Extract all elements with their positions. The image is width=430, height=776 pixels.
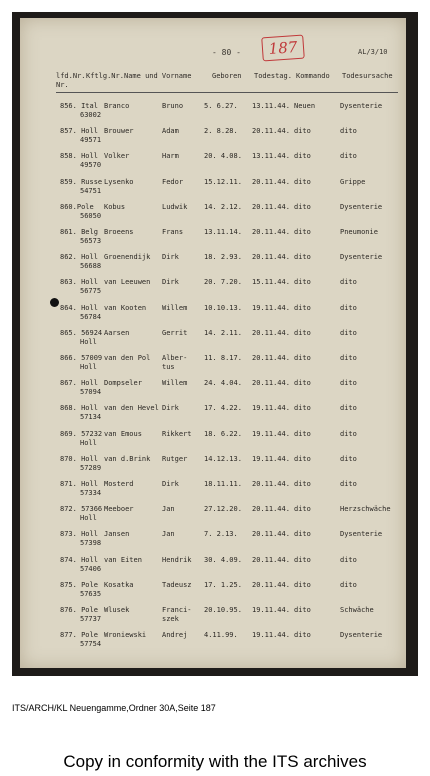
first-name: Willem [162, 379, 188, 388]
first-name: Alber- [162, 354, 188, 362]
cause-of-death: Dysenterie [340, 102, 383, 110]
entry-number: 874. Holl [60, 555, 98, 564]
entry-sub: 56784 [80, 312, 102, 321]
death-date: 15.11.44. [252, 278, 290, 287]
entry-number: 862. Holl [60, 253, 98, 262]
table-row [20, 100, 406, 124]
kommando: dito [294, 278, 311, 287]
table-row [20, 251, 406, 275]
cause-of-death: Dysenterie [340, 253, 383, 262]
birth-date: 7. 2.13. [204, 530, 238, 539]
death-date: 20.11.44. [252, 555, 290, 564]
surname: van d.Brink [104, 454, 151, 463]
death-date: 20.11.44. [252, 580, 290, 589]
cause-of-death: dito [340, 379, 357, 388]
entry-sub: 54751 [80, 186, 102, 195]
birth-date: 14.12.13. [204, 454, 242, 463]
kommando: dito [294, 555, 311, 564]
first-name: Dirk [162, 253, 179, 262]
cause-of-death: dito [340, 152, 357, 161]
surname: van den Pol [104, 354, 151, 362]
surname: Branco [104, 102, 130, 110]
entry-number: 859. Russe [60, 177, 103, 186]
surname: Broeens [104, 228, 134, 236]
first-name: Hendrik [162, 555, 192, 564]
cause-of-death: dito [340, 580, 357, 589]
first-name: Franci- [162, 606, 192, 614]
kommando: dito [294, 328, 311, 337]
death-date: 20.11.44. [252, 480, 290, 488]
header-lfd-nr: lfd.Nr. [56, 72, 86, 80]
surname: Kobus [104, 202, 126, 211]
kommando: dito [294, 480, 311, 488]
entry-sub: 49570 [80, 161, 102, 170]
table-row [20, 176, 406, 200]
first-name: Harm [162, 152, 179, 161]
entry-sub: 57334 [80, 489, 102, 497]
header-kftlg-nr: Kftlg.Nr. [86, 72, 124, 80]
table-row [20, 302, 406, 326]
birth-date: 30. 4.09. [204, 555, 242, 564]
cause-of-death: dito [340, 278, 357, 287]
death-date: 19.11.44. [252, 429, 290, 438]
surname: Kosatka [104, 580, 134, 589]
surname: Wroniewski [104, 631, 147, 640]
kommando: Neuen [294, 102, 316, 110]
entry-number: 863. Holl [60, 278, 98, 287]
birth-date: 13.11.14. [204, 228, 242, 236]
death-date: 20.11.44. [252, 202, 290, 211]
birth-date: 27.12.20. [204, 505, 242, 514]
entry-sub: Holl [80, 438, 97, 447]
first-name: Frans [162, 228, 184, 236]
entry-number: 861. Belg [60, 228, 98, 236]
death-date: 20.11.44. [252, 127, 290, 136]
entry-number: 871. Holl [60, 480, 98, 488]
surname: Jansen [104, 530, 130, 539]
table-row [20, 604, 406, 628]
birth-date: 14. 2.12. [204, 202, 242, 211]
entry-number: 864. Holl [60, 303, 98, 312]
kommando: dito [294, 606, 311, 614]
register-table [20, 18, 406, 668]
kommando: dito [294, 152, 311, 161]
kommando: dito [294, 228, 311, 236]
first-name: Andrej [162, 631, 188, 640]
entry-sub: 57094 [80, 388, 102, 397]
first-name: Gerrit [162, 328, 188, 337]
first-name: Dirk [162, 278, 179, 287]
surname: Groenendijk [104, 253, 151, 262]
conformity-caption: Copy in conformity with the ITS archives [63, 752, 367, 771]
entry-sub: 57398 [80, 539, 102, 548]
cause-of-death: dito [340, 127, 357, 136]
birth-date: 4.11.99. [204, 631, 238, 640]
birth-date: 20. 7.20. [204, 278, 242, 287]
death-date: 19.11.44. [252, 303, 290, 312]
table-row [20, 554, 406, 578]
birth-date: 14. 2.11. [204, 328, 242, 337]
first-name: Willem [162, 303, 188, 312]
death-date: 20.11.44. [252, 354, 290, 362]
entry-sub: 57635 [80, 589, 102, 598]
table-row [20, 327, 406, 351]
entry-number: 868. Holl [60, 404, 98, 413]
surname: Volker [104, 152, 130, 161]
birth-date: 18. 6.22. [204, 429, 242, 438]
table-row [20, 528, 406, 552]
entry-number: 866. 57009 [60, 354, 103, 362]
header-cause: Todesursache [342, 72, 393, 80]
header-kommando: Kommando [296, 72, 330, 80]
first-name: Rutger [162, 454, 188, 463]
cause-of-death: dito [340, 404, 357, 413]
surname: Meeboer [104, 505, 134, 514]
birth-date: 20. 4.08. [204, 152, 242, 161]
surname: van Emous [104, 429, 142, 438]
cause-of-death: dito [340, 303, 357, 312]
first-name: Ludwik [162, 202, 188, 211]
cause-of-death: Herzschwäche [340, 505, 391, 514]
death-date: 20.11.44. [252, 530, 290, 539]
table-row [20, 125, 406, 149]
header-death-date: Todestag. [254, 72, 292, 80]
source-caption: ITS/ARCH/KL Neuengamme,Ordner 30A,Seite 187 [12, 703, 216, 713]
cause-of-death: dito [340, 354, 357, 362]
death-date: 20.11.44. [252, 177, 290, 186]
document-frame [12, 12, 418, 676]
entry-sub: Holl [80, 363, 97, 371]
death-date: 19.11.44. [252, 631, 290, 640]
first-name-cont: tus [162, 363, 175, 371]
first-name: Adam [162, 127, 179, 136]
entry-sub: 56775 [80, 287, 102, 296]
entry-number: 873. Holl [60, 530, 98, 539]
death-date: 20.11.44. [252, 328, 290, 337]
entry-number: 872. 57366 [60, 505, 103, 514]
table-row [20, 377, 406, 401]
entry-sub: 56573 [80, 237, 102, 245]
header-nr: Nr. [56, 81, 69, 89]
table-row [20, 478, 406, 502]
surname: Dompseler [104, 379, 142, 388]
table-row [20, 503, 406, 527]
table-row [20, 276, 406, 300]
kommando: dito [294, 429, 311, 438]
kommando: dito [294, 177, 311, 186]
punch-hole [50, 298, 59, 307]
document-page [20, 18, 406, 668]
kommando: dito [294, 631, 311, 640]
kommando: dito [294, 505, 311, 514]
birth-date: 17. 1.25. [204, 580, 242, 589]
table-row [20, 226, 406, 250]
kommando: dito [294, 127, 311, 136]
death-date: 13.11.44. [252, 152, 290, 161]
kommando: dito [294, 303, 311, 312]
entry-sub: 56050 [80, 211, 102, 220]
first-name: Bruno [162, 102, 184, 110]
table-row [20, 402, 406, 426]
table-row [20, 201, 406, 225]
birth-date: 18. 2.93. [204, 253, 242, 262]
table-row [20, 428, 406, 452]
entry-sub: 57289 [80, 463, 102, 472]
death-date: 13.11.44. [252, 102, 290, 110]
birth-date: 20.10.95. [204, 606, 242, 614]
table-row [20, 579, 406, 603]
surname: van Eiten [104, 555, 142, 564]
entry-number: 857. Holl [60, 127, 98, 136]
death-date: 20.11.44. [252, 228, 290, 236]
surname: Mosterd [104, 480, 134, 488]
death-date: 19.11.44. [252, 606, 290, 614]
cause-of-death: dito [340, 555, 357, 564]
entry-sub: Holl [80, 514, 97, 523]
table-row [20, 150, 406, 174]
first-name: Dirk [162, 480, 179, 488]
cause-of-death: Pneumonie [340, 228, 378, 236]
death-date: 19.11.44. [252, 404, 290, 413]
birth-date: 10.10.13. [204, 303, 242, 312]
birth-date: 11. 8.17. [204, 354, 242, 362]
page-stamp: 187 [261, 35, 305, 62]
entry-sub: 56688 [80, 262, 102, 271]
header-name: Name und Vorname [124, 72, 192, 80]
first-name: Dirk [162, 404, 179, 413]
birth-date: 2. 8.28. [204, 127, 238, 136]
death-date: 20.11.44. [252, 379, 290, 388]
cause-of-death: Grippe [340, 177, 366, 186]
entry-number: 860.Pole [60, 202, 94, 211]
entry-number: 865. 56924 [60, 328, 103, 337]
first-name: Tadeusz [162, 580, 192, 589]
kommando: dito [294, 202, 311, 211]
entry-number: 876. Pole [60, 606, 98, 614]
first-name: Jan [162, 530, 175, 539]
entry-number: 875. Pole [60, 580, 98, 589]
cause-of-death: dito [340, 454, 357, 463]
cause-of-death: Dysenterie [340, 530, 383, 539]
page-number: - 80 - [212, 48, 241, 57]
surname: Aarsen [104, 328, 130, 337]
death-date: 20.11.44. [252, 253, 290, 262]
entry-sub: 57737 [80, 615, 102, 623]
entry-sub: 57134 [80, 413, 102, 422]
birth-date: 17. 4.22. [204, 404, 242, 413]
entry-number: 870. Holl [60, 454, 98, 463]
kommando: dito [294, 354, 311, 362]
entry-sub: 57754 [80, 640, 102, 649]
birth-date: 24. 4.04. [204, 379, 242, 388]
surname: Wlusek [104, 606, 130, 614]
first-name: Fedor [162, 177, 184, 186]
cause-of-death: dito [340, 429, 357, 438]
kommando: dito [294, 379, 311, 388]
birth-date: 18.11.11. [204, 480, 242, 488]
first-name-cont: szek [162, 615, 179, 623]
kommando: dito [294, 580, 311, 589]
entry-number: 867. Holl [60, 379, 98, 388]
entry-number: 869. 57232 [60, 429, 103, 438]
death-date: 19.11.44. [252, 454, 290, 463]
entry-sub: 63002 [80, 111, 102, 119]
surname: van Leeuwen [104, 278, 151, 287]
surname: van den Hevel [104, 404, 159, 413]
cause-of-death: Dysenterie [340, 202, 383, 211]
entry-number: 856. Ital [60, 102, 98, 110]
entry-sub: Holl [80, 337, 97, 346]
entry-number: 858. Holl [60, 152, 98, 161]
kommando: dito [294, 253, 311, 262]
table-row [20, 352, 406, 376]
kommando: dito [294, 454, 311, 463]
entry-sub: 49571 [80, 136, 102, 145]
table-row [20, 629, 406, 653]
birth-date: 5. 6.27. [204, 102, 238, 110]
table-row [20, 453, 406, 477]
entry-number: 877. Pole [60, 631, 98, 640]
cause-of-death: dito [340, 328, 357, 337]
first-name: Jan [162, 505, 175, 514]
cause-of-death: Schwäche [340, 606, 374, 614]
cause-of-death: dito [340, 480, 357, 488]
entry-sub: 57406 [80, 564, 102, 573]
cause-of-death: Dysenterie [340, 631, 383, 640]
birth-date: 15.12.11. [204, 177, 242, 186]
kommando: dito [294, 530, 311, 539]
first-name: Rikkert [162, 429, 192, 438]
surname: Lysenko [104, 177, 134, 186]
kommando: dito [294, 404, 311, 413]
page-reference: AL/3/10 [358, 48, 388, 56]
surname: Brouwer [104, 127, 134, 136]
header-born: Geboren [212, 72, 242, 80]
death-date: 20.11.44. [252, 505, 290, 514]
surname: van Kooten [104, 303, 147, 312]
